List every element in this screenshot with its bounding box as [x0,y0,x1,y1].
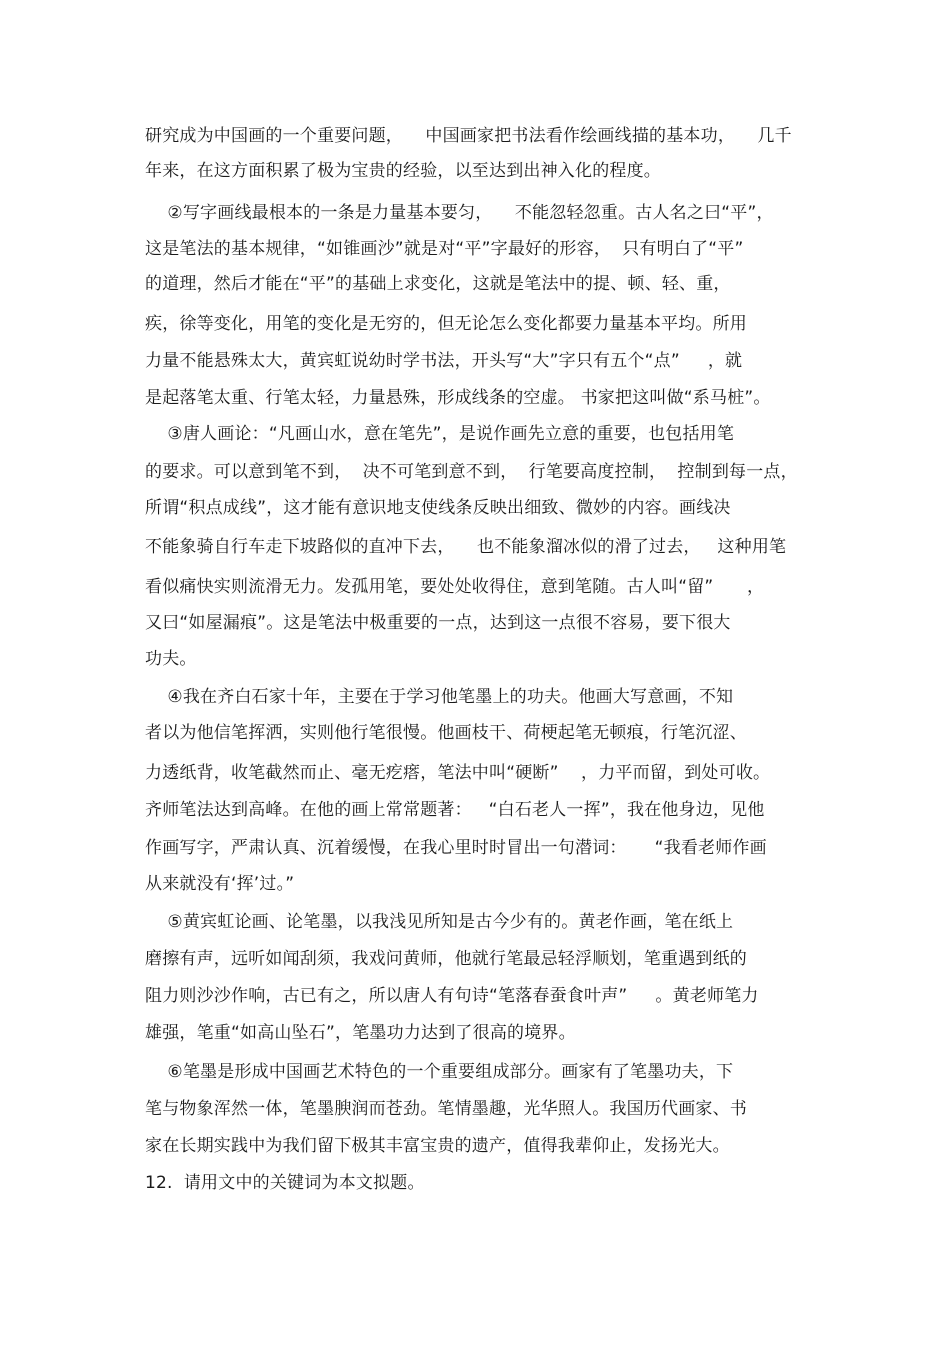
text-line: 家在长期实践中为我们留下极其丰富宝贵的遗产，值得我辈仰止，发扬光大。 [145,1136,730,1156]
text-line: ⑤黄宾虹论画、论笔墨，以我浅见所知是古今少有的。黄老作画，笔在纸上 [145,912,734,932]
text-line: 作画写字，严肃认真、沉着缓慢，在我心里时时冒出一句潜词： “我看老师作画 [145,838,767,858]
text-line: 又曰“如屋漏痕”。这是笔法中极重要的一点，达到这一点很不容易，要下很大 [145,613,731,633]
text-line: 疾，徐等变化，用笔的变化是无穷的，但无论怎么变化都要力量基本平均。所用 [145,314,747,334]
text-line: 雄强，笔重“如高山坠石”，笔墨功力达到了很高的境界。 [145,1023,576,1043]
text-line: 的要求。可以意到笔不到， 决不可笔到意不到， 行笔要高度控制， 控制到每一点， [145,462,798,482]
text-line: 者以为他信笔挥洒，实则他行笔很慢。他画枝干、荷梗起笔无顿痕，行笔沉涩、 [145,723,747,743]
text-line: 笔与物象浑然一体，笔墨腴润而苍劲。笔情墨趣，光华照人。我国历代画家、书 [145,1099,747,1119]
text-line: 看似痛快实则流滑无力。发孤用笔，要处处收得住，意到笔随。古人叫“留” ， [145,577,765,597]
text-line: 不能象骑自行车走下坡路似的直冲下去， 也不能象溜冰似的滑了过去， 这种用笔 [145,537,787,557]
text-line: ⑥笔墨是形成中国画艺术特色的一个重要组成部分。画家有了笔墨功夫，下 [145,1062,734,1082]
text-line: 齐师笔法达到高峰。在他的画上常常题著： “白石老人一挥”，我在他身边，见他 [145,800,765,820]
question-line: 12. 请用文中的关键词为本文拟题。 [145,1173,425,1193]
text-line: 力量不能悬殊太大，黄宾虹说幼时学书法，开头写“大”字只有五个“点” ，就 [145,351,743,371]
text-line: 功夫。 [145,649,197,669]
text-line: ②写字画线最根本的一条是力量基本要匀， 不能忽轻忽重。古人名之曰“平”， [145,203,774,223]
text-line: 阻力则沙沙作响，古已有之，所以唐人有句诗“笔落春蚕食叶声” 。黄老师笔力 [145,986,759,1006]
text-line: 力透纸背，收笔截然而止、毫无疙瘩，笔法中叫“硬断” ，力平而留，到处可收。 [145,763,771,783]
text-line: 是起落笔太重、行笔太轻，力量悬殊，形成线条的空虚。 书家把这叫做“系马桩”。 [145,388,771,408]
text-line: 磨擦有声，远听如闻刮须，我戏问黄师，他就行笔最忌轻浮顺划，笔重遇到纸的 [145,949,747,969]
text-line: 这是笔法的基本规律，“如锥画沙”就是对“平”字最好的形容， 只有明白了“平” [145,239,744,259]
text-line: 年来，在这方面积累了极为宝贵的经验，以至达到出神入化的程度。 [145,161,661,181]
text-line: 所谓“积点成线”，这才能有意识地支使线条反映出细致、微妙的内容。画线决 [145,498,731,518]
text-line: 研究成为中国画的一个重要问题， 中国画家把书法看作绘画线描的基本功， 几千 [145,126,792,146]
text-line: ③唐人画论：“凡画山水，意在笔先”，是说作画先立意的重要，也包括用笔 [145,424,735,444]
text-line: 的道理，然后才能在“平”的基础上求变化，这就是笔法中的提、顿、轻、重， [145,274,731,294]
text-line: ④我在齐白石家十年，主要在于学习他笔墨上的功夫。他画大写意画，不知 [145,687,734,707]
text-line: 从来就没有‘挥’过。” [145,874,295,894]
